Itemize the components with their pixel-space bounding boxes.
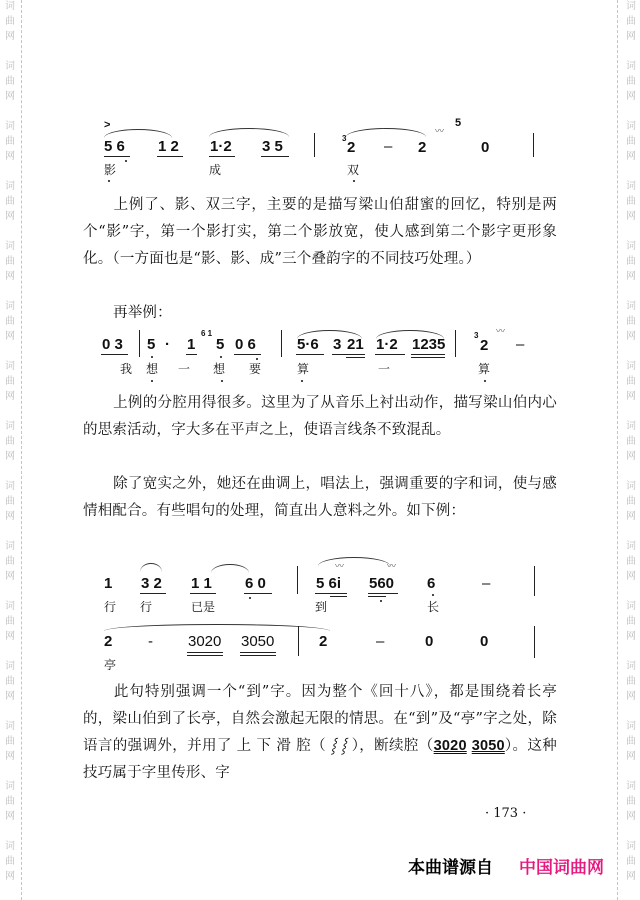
watermark-char: 词 [5,661,15,672]
underline [186,354,197,355]
note-group: 1235 [412,336,446,353]
lyric: 已是 [191,600,216,614]
bar-line [297,566,298,594]
lyric: 亭 [104,658,117,672]
watermark-char: 曲 [5,676,15,687]
watermark-char: 曲 [5,856,15,867]
lyric: 双 [347,163,360,177]
right-margin-divider [617,0,618,900]
watermark-char: 网 [626,691,636,702]
underline [209,156,235,157]
underline [368,596,386,597]
watermark-char: 曲 [626,76,636,87]
watermark-char: 词 [626,301,636,312]
watermark-char: 词 [5,181,15,192]
slur [209,128,289,137]
note: 1 [104,575,113,592]
watermark-char: 网 [5,271,15,282]
trill-mark: 〰 [387,562,396,572]
paragraph-3-text: 上例的分腔用得很多。这里为了从音乐上衬出动作，描写梁山伯内心的思索活动，字大多在平声之上，使语言线条不致混乱。 [83,395,557,438]
watermark-char: 词 [5,121,15,132]
watermark-char: 网 [626,751,636,762]
slur [318,557,390,566]
watermark-char: 词 [5,61,15,72]
page-number: · 173 · [485,806,527,821]
note-dot: · [165,336,170,353]
note: 2 [480,337,489,354]
underline [315,593,347,594]
watermark-char: 网 [5,511,15,522]
watermark-char: 网 [626,271,636,282]
lyric: 我 [120,362,133,376]
watermark-char: 网 [5,331,15,342]
watermark-char: 网 [5,91,15,102]
note: 3 [333,336,342,353]
note-dash: - [148,633,153,650]
watermark-char: 曲 [5,76,15,87]
watermark-char: 词 [5,301,15,312]
watermark-char: 词 [626,721,636,732]
note: 2 [418,139,427,156]
lyric: 一 [378,362,391,376]
watermark-char: 词 [5,241,15,252]
underline [330,596,347,597]
note-group: 560 [369,575,395,592]
watermark-char: 曲 [5,16,15,27]
underline [240,652,276,653]
watermark-char: 网 [5,691,15,702]
emphasis-dot [108,180,110,182]
note-dash: – [376,633,385,650]
low-octave-dot [220,356,222,358]
underline [101,354,128,355]
emphasis-dot [301,380,303,382]
slur [140,563,162,572]
watermark-char: 曲 [5,616,15,627]
note-group: 5 6i [316,575,342,592]
watermark-char: 网 [5,211,15,222]
watermark-char: 词 [626,541,636,552]
lyric: 到 [315,600,328,614]
grace-note: 6 1 [201,329,213,338]
note-dash: – [384,138,393,155]
paragraph-1 [83,192,557,273]
watermark-char: 词 [5,841,15,852]
note-dash: – [516,336,525,353]
bar-line [281,330,282,357]
watermark-char: 词 [626,241,636,252]
watermark-char: 网 [626,31,636,42]
bar-line [533,133,534,157]
watermark-char: 曲 [5,796,15,807]
emphasis-dot [484,380,486,382]
emphasis-dot [151,380,153,382]
slur [211,564,249,573]
underline [332,354,365,355]
watermark-char: 曲 [5,196,15,207]
watermark-char: 曲 [5,316,15,327]
emphasis-dot [221,380,223,382]
paragraph-4-text: 除了宽实之外，她还在曲调上，唱法上，强调重要的字和词，使与感情相配合。有些唱句的处理，简直出人意料之外。如下例： [83,476,557,519]
low-octave-dot [380,600,382,602]
underline [187,655,223,656]
bar-line [298,626,299,656]
underline [346,357,365,358]
lyric: 成 [209,163,222,177]
watermark-char: 词 [626,661,636,672]
watermark-char: 词 [626,61,636,72]
paragraph-2-text: 再举例： [113,305,172,321]
watermark-char: 曲 [5,136,15,147]
watermark-char: 词 [5,481,15,492]
watermark-char: 词 [5,361,15,372]
watermark-char: 网 [5,391,15,402]
watermark-char: 网 [626,151,636,162]
underline [296,354,324,355]
watermark-char: 曲 [5,436,15,447]
low-octave-dot [432,594,434,596]
accent-mark: > [104,119,111,131]
watermark-char: 曲 [5,736,15,747]
note-group: 3 5 [262,138,283,155]
watermark-char: 曲 [626,16,636,27]
paragraph-5 [83,679,557,787]
underline [244,593,272,594]
watermark-char: 网 [626,331,636,342]
watermark-char: 网 [626,511,636,522]
notation-3020: 3020 [433,738,467,754]
slur [104,129,172,138]
watermark-char: 网 [5,151,15,162]
lyric: 想 [213,362,226,376]
note: 0 [480,633,489,650]
underline [190,593,216,594]
note-group: 0 3 [102,336,123,353]
note-dash: – [482,575,491,592]
underline [157,156,183,157]
lyric: 影 [104,163,117,177]
paragraph-1-text: 上例了、影、双三字，主要的是描写梁山伯甜蜜的回忆，特别是两个“影”字，第一个影打实，第二个影放宽，使人感到第二个影字更形象化。（一方面也是“影、影、成”三个叠韵字的不同技巧处理。） [83,197,557,267]
paragraph-2 [83,300,557,327]
low-octave-dot [249,597,251,599]
watermark-char: 网 [5,571,15,582]
watermark-char: 词 [5,1,15,12]
watermark-char: 网 [5,631,15,642]
grace-note: 3 [342,134,347,143]
watermark-char: 曲 [626,196,636,207]
watermark-char: 曲 [626,136,636,147]
lyric: 行 [104,600,117,614]
watermark-char: 网 [5,811,15,822]
note: 0 [481,139,490,156]
underline [411,354,445,355]
watermark-char: 词 [626,121,636,132]
note: 6 [427,575,436,592]
lyric: 一 [178,362,191,376]
watermark-char: 曲 [626,856,636,867]
grace-note: 3 [474,331,479,340]
watermark-char: 词 [626,421,636,432]
lyric: 想 [146,362,159,376]
watermark-char: 网 [626,631,636,642]
note: 1 [187,336,196,353]
underline [104,156,130,157]
low-octave-dot [151,356,153,358]
underline [140,593,166,594]
bar-line [455,330,456,357]
left-margin-divider [21,0,22,900]
watermark-char: 词 [626,181,636,192]
note: 2 [347,139,356,156]
bar-line [139,330,140,357]
note-group: 0 6 [235,336,256,353]
lyric: 算 [297,362,310,376]
watermark-char: 词 [626,601,636,612]
underline [240,655,276,656]
note-group: 1 2 [158,138,179,155]
glide-symbols: ⸾ ⸾ [330,738,347,754]
watermark-char: 词 [5,721,15,732]
trill-mark: 〰 [435,127,444,137]
lyric: 算 [478,362,491,376]
emphasis-dot [353,180,355,182]
slur [104,624,330,631]
lyric: 要 [249,362,262,376]
note-group: 3020 [188,633,222,650]
underline [187,652,223,653]
watermark-char: 网 [626,91,636,102]
source-site-link[interactable]: 中国词曲网 [519,858,604,878]
watermark-char: 网 [5,31,15,42]
watermark-char: 词 [5,541,15,552]
watermark-char: 曲 [626,256,636,267]
watermark-char: 网 [626,811,636,822]
note-group: 3050 [241,633,275,650]
note-group: 6 0 [245,575,266,592]
note: 0 [425,633,434,650]
watermark-char: 词 [626,1,636,12]
underline [411,357,445,358]
watermark-char: 网 [626,211,636,222]
watermark-char: 网 [626,451,636,462]
watermark-char: 词 [626,481,636,492]
watermark-char: 曲 [626,316,636,327]
watermark-char: 曲 [626,616,636,627]
watermark-char: 网 [626,871,636,882]
note: 2 [104,633,113,650]
watermark-char: 网 [626,391,636,402]
notation-3050: 3050 [471,738,505,754]
watermark-char: 网 [5,751,15,762]
source-label: 本曲谱源自 [408,858,493,878]
note-group: 5·6 [297,336,319,353]
watermark-char: 词 [626,781,636,792]
watermark-char: 词 [5,781,15,792]
watermark-char: 网 [626,571,636,582]
bar-line [534,566,535,596]
watermark-char: 网 [5,871,15,882]
watermark-char: 曲 [5,496,15,507]
low-octave-dot [256,358,258,360]
watermark-char: 曲 [626,496,636,507]
note-group: 5 6 [104,138,125,155]
watermark-char: 曲 [626,736,636,747]
watermark-char: 网 [5,451,15,462]
watermark-char: 曲 [5,556,15,567]
underline [375,354,405,355]
watermark-char: 词 [5,421,15,432]
note-group: 1 1 [191,575,212,592]
watermark-char: 词 [626,361,636,372]
underline [234,354,261,355]
watermark-char: 曲 [5,256,15,267]
grace-note: 5 [455,117,462,129]
lyric: 长 [427,600,440,614]
watermark-char: 曲 [5,376,15,387]
watermark-char: 曲 [626,556,636,567]
paragraph-5-text: 此句特别强调一个“到”字。因为整个《回十八》，都是围绕着长亭的，梁山伯到了长亭，自然会激起无限的情思。在“到”及“亭”字之处，除语言的强调外，并用了 上 下 滑 腔（ [83,684,557,754]
paragraph-4 [83,471,557,525]
watermark-char: 曲 [626,676,636,687]
note-group: 1·2 [210,138,232,155]
watermark-char: 曲 [626,436,636,447]
underline [368,593,398,594]
paragraph-3 [83,390,557,444]
underline [261,156,289,157]
trill-mark: 〰 [335,562,344,572]
bar-line [534,626,535,658]
watermark-char: 曲 [626,796,636,807]
note-group: 1·2 [376,336,398,353]
paragraph-5-text-b: ），断续腔（ [351,738,434,754]
note: 2 [319,633,328,650]
watermark-char: 词 [626,841,636,852]
note-group: 21 [347,336,364,353]
trill-mark: 〰 [496,327,505,337]
watermark-char: 曲 [626,376,636,387]
bar-line [314,133,315,157]
note: 5 [147,336,156,353]
slur [346,128,426,137]
watermark-char: 词 [5,601,15,612]
note-group: 3 2 [141,575,162,592]
paragraph-5-text-c: ）。这种技巧属于字里传形、字 [83,738,557,781]
lyric: 行 [140,600,153,614]
low-octave-dot [125,160,127,162]
note: 5 [216,336,225,353]
